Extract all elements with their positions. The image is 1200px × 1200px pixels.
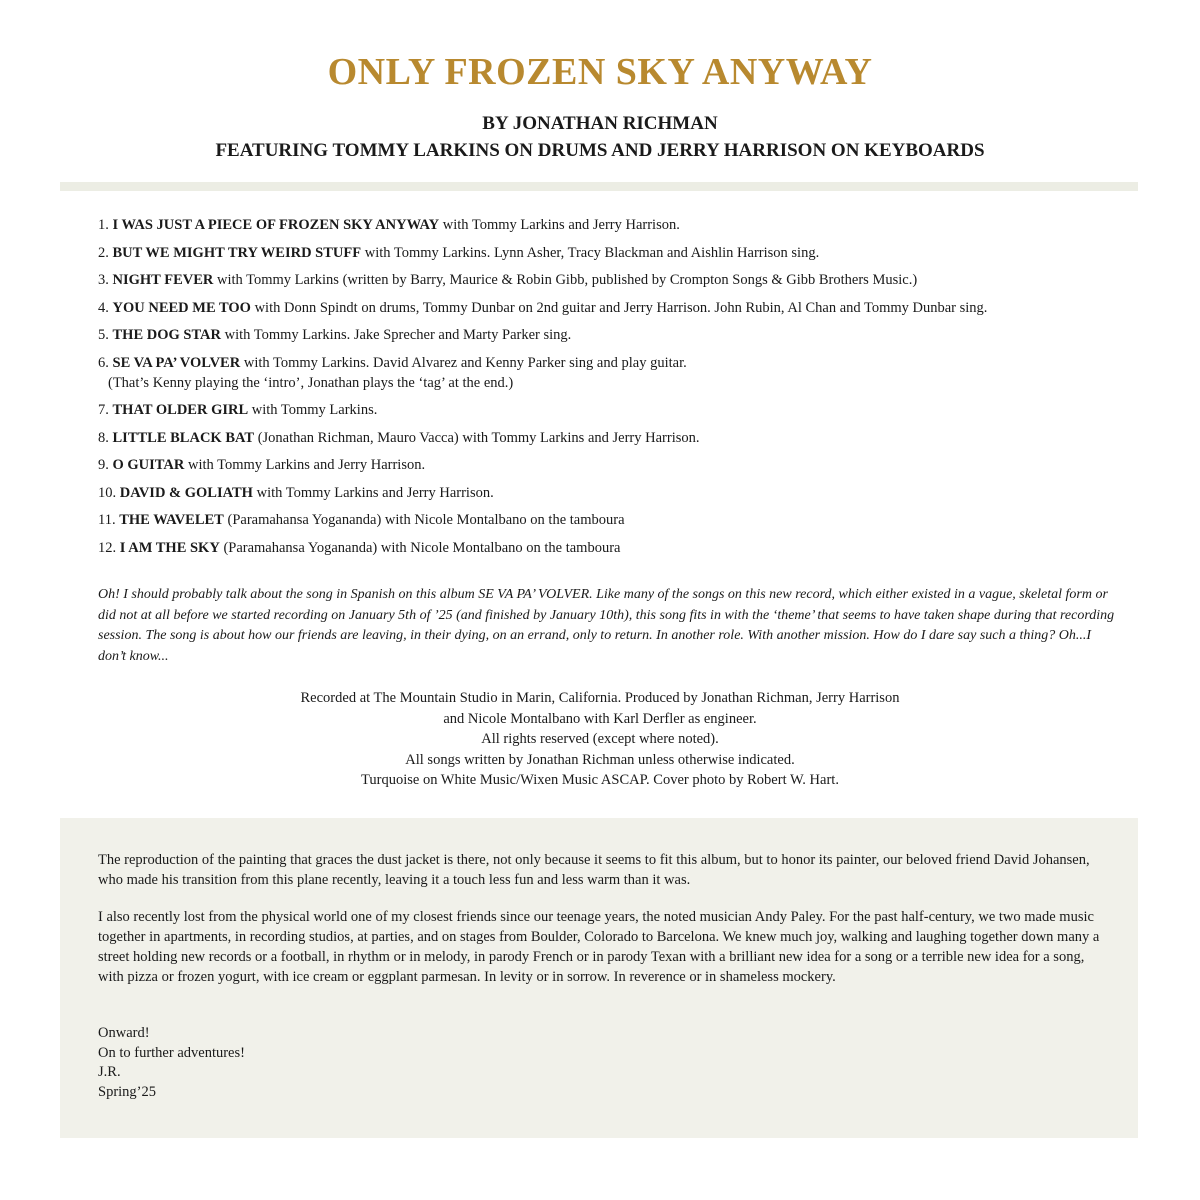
track-item xyxy=(98,510,1138,530)
album-title: ONLY FROZEN SKY ANYWAY xyxy=(327,51,873,93)
track-title: LITTLE BLACK BAT xyxy=(112,429,255,446)
track-item xyxy=(98,353,1138,393)
signature-block xyxy=(98,1024,1108,1102)
track-number: 6. xyxy=(98,354,109,371)
track-detail: with Tommy Larkins and Jerry Harrison. xyxy=(256,484,494,501)
credit-line: All rights reserved (except where noted). xyxy=(481,731,719,747)
track-detail: with Tommy Larkins. xyxy=(251,402,378,418)
track-number: 11. xyxy=(98,512,116,528)
track-title: THAT OLDER GIRL xyxy=(112,402,249,418)
track-number: 10. xyxy=(98,484,117,501)
recording-credits xyxy=(0,688,1200,791)
track-item xyxy=(98,538,1138,558)
tribute-paragraph: The reproduction of the painting that graces the dust jacket is there, not only because it seems to fit this album, but to honor its painter, our beloved friend David Johansen, who made his transition from this plane recently, leaving it a touch less fun and less warm than it was. xyxy=(98,852,1090,888)
track-detail-continued: (That’s Kenny playing the ‘intro’, Jonathan plays the ‘tag’ at the end.) xyxy=(108,374,514,391)
track-number: 12. xyxy=(98,539,117,556)
track-item xyxy=(98,400,1138,420)
track-title: YOU NEED ME TOO xyxy=(112,299,251,316)
track-number: 5. xyxy=(98,327,109,343)
liner-note: Oh! I should probably talk about the song in Spanish on this album SE VA PA’ VOLVER. Like many of the songs on this new record, which either existed in a vague, skeletal form or did not at all before we started recording on January 5th of ’25 (and finished by January 10th), this song fits in with the ‘theme’ that seems to have taken shape during that recording session. The song is about how our friends are leaving, in their dying, on an errand, only to return. In another role. With another mission. How do I dare say such a thing? Oh...I don’t know... xyxy=(98,587,1115,664)
track-title: BUT WE MIGHT TRY WEIRD STUFF xyxy=(112,244,362,261)
track-number: 9. xyxy=(98,457,109,473)
credit-line: Turquoise on White Music/Wixen Music ASCAP. Cover photo by Robert W. Hart. xyxy=(361,772,839,788)
track-list xyxy=(98,215,1138,565)
credit-line: Recorded at The Mountain Studio in Marin, California. Produced by Jonathan Richman, Jerry Harrison xyxy=(300,690,900,706)
track-detail: (Paramahansa Yogananda) with Nicole Montalbano on the tamboura xyxy=(227,512,625,528)
signature-line: J.R. xyxy=(98,1064,121,1080)
track-number: 7. xyxy=(98,402,109,418)
track-title: SE VA PA’ VOLVER xyxy=(112,354,241,371)
track-item xyxy=(98,243,1138,263)
album-byline xyxy=(0,110,1200,164)
track-number: 2. xyxy=(98,244,109,261)
track-detail: with Tommy Larkins. Lynn Asher, Tracy Blackman and Aishlin Harrison sing. xyxy=(364,244,820,261)
track-detail: with Donn Spindt on drums, Tommy Dunbar on 2nd guitar and Jerry Harrison. John Rubin, Al Chan and Tommy Dunbar sing. xyxy=(254,299,988,316)
track-title: DAVID & GOLIATH xyxy=(119,484,253,501)
credit-line: and Nicole Montalbano with Karl Derfler as engineer. xyxy=(443,710,757,727)
track-item xyxy=(98,215,1138,235)
track-item xyxy=(98,428,1138,448)
track-detail: with Tommy Larkins and Jerry Harrison. xyxy=(442,217,680,233)
track-detail: with Tommy Larkins (written by Barry, Maurice & Robin Gibb, published by Crompton Songs & Gibb Brothers Music.) xyxy=(216,272,918,288)
header-divider xyxy=(60,182,1138,191)
tribute-paragraph: I also recently lost from the physical world one of my closest friends since our teenage years, the noted musician Andy Paley. For the past half-century, we two made music together in apartments, in recording studios, at parties, and on stages from Boulder, Colorado to Barcelona. We knew much joy, walking and laughing together down many a street holding new records or a football, in rhythm or in melody, in parody French or in parody Texan with a brilliant new idea for a song or a terrible new idea for a song, with pizza or frozen yogurt, with ice cream or eggplant parmesan. In levity or in sorrow. In reverence or in shameless mockery. xyxy=(98,909,1100,985)
track-detail: with Tommy Larkins. David Alvarez and Kenny Parker sing and play guitar. xyxy=(243,354,687,371)
artist-credit: BY JONATHAN RICHMAN xyxy=(482,113,718,134)
signature-line: On to further adventures! xyxy=(98,1044,245,1061)
track-detail: with Tommy Larkins. Jake Sprecher and Marty Parker sing. xyxy=(224,327,572,343)
signature-line: Onward! xyxy=(98,1025,150,1041)
track-item xyxy=(98,298,1138,318)
track-title: THE WAVELET xyxy=(119,512,224,528)
track-item xyxy=(98,270,1138,290)
track-number: 1. xyxy=(98,217,109,233)
track-title: O GUITAR xyxy=(112,457,185,473)
track-number: 8. xyxy=(98,429,109,446)
track-detail: with Tommy Larkins and Jerry Harrison. xyxy=(187,457,426,473)
track-title: THE DOG STAR xyxy=(112,327,222,343)
track-title: NIGHT FEVER xyxy=(112,272,214,288)
track-title: I AM THE SKY xyxy=(119,539,220,556)
track-number: 4. xyxy=(98,299,109,316)
track-item xyxy=(98,455,1138,475)
track-detail: (Jonathan Richman, Mauro Vacca) with Tommy Larkins and Jerry Harrison. xyxy=(257,429,700,446)
track-number: 3. xyxy=(98,272,109,288)
tribute-panel xyxy=(60,818,1138,1138)
featuring-credit: FEATURING TOMMY LARKINS ON DRUMS AND JERRY HARRISON ON KEYBOARDS xyxy=(215,140,985,161)
signature-line: Spring’25 xyxy=(98,1083,156,1100)
track-item xyxy=(98,483,1138,503)
credit-line: All songs written by Jonathan Richman unless otherwise indicated. xyxy=(405,751,795,768)
track-detail: (Paramahansa Yogananda) with Nicole Montalbano on the tamboura xyxy=(223,539,621,556)
track-item xyxy=(98,325,1138,345)
track-title: I WAS JUST A PIECE OF FROZEN SKY ANYWAY xyxy=(112,217,440,233)
